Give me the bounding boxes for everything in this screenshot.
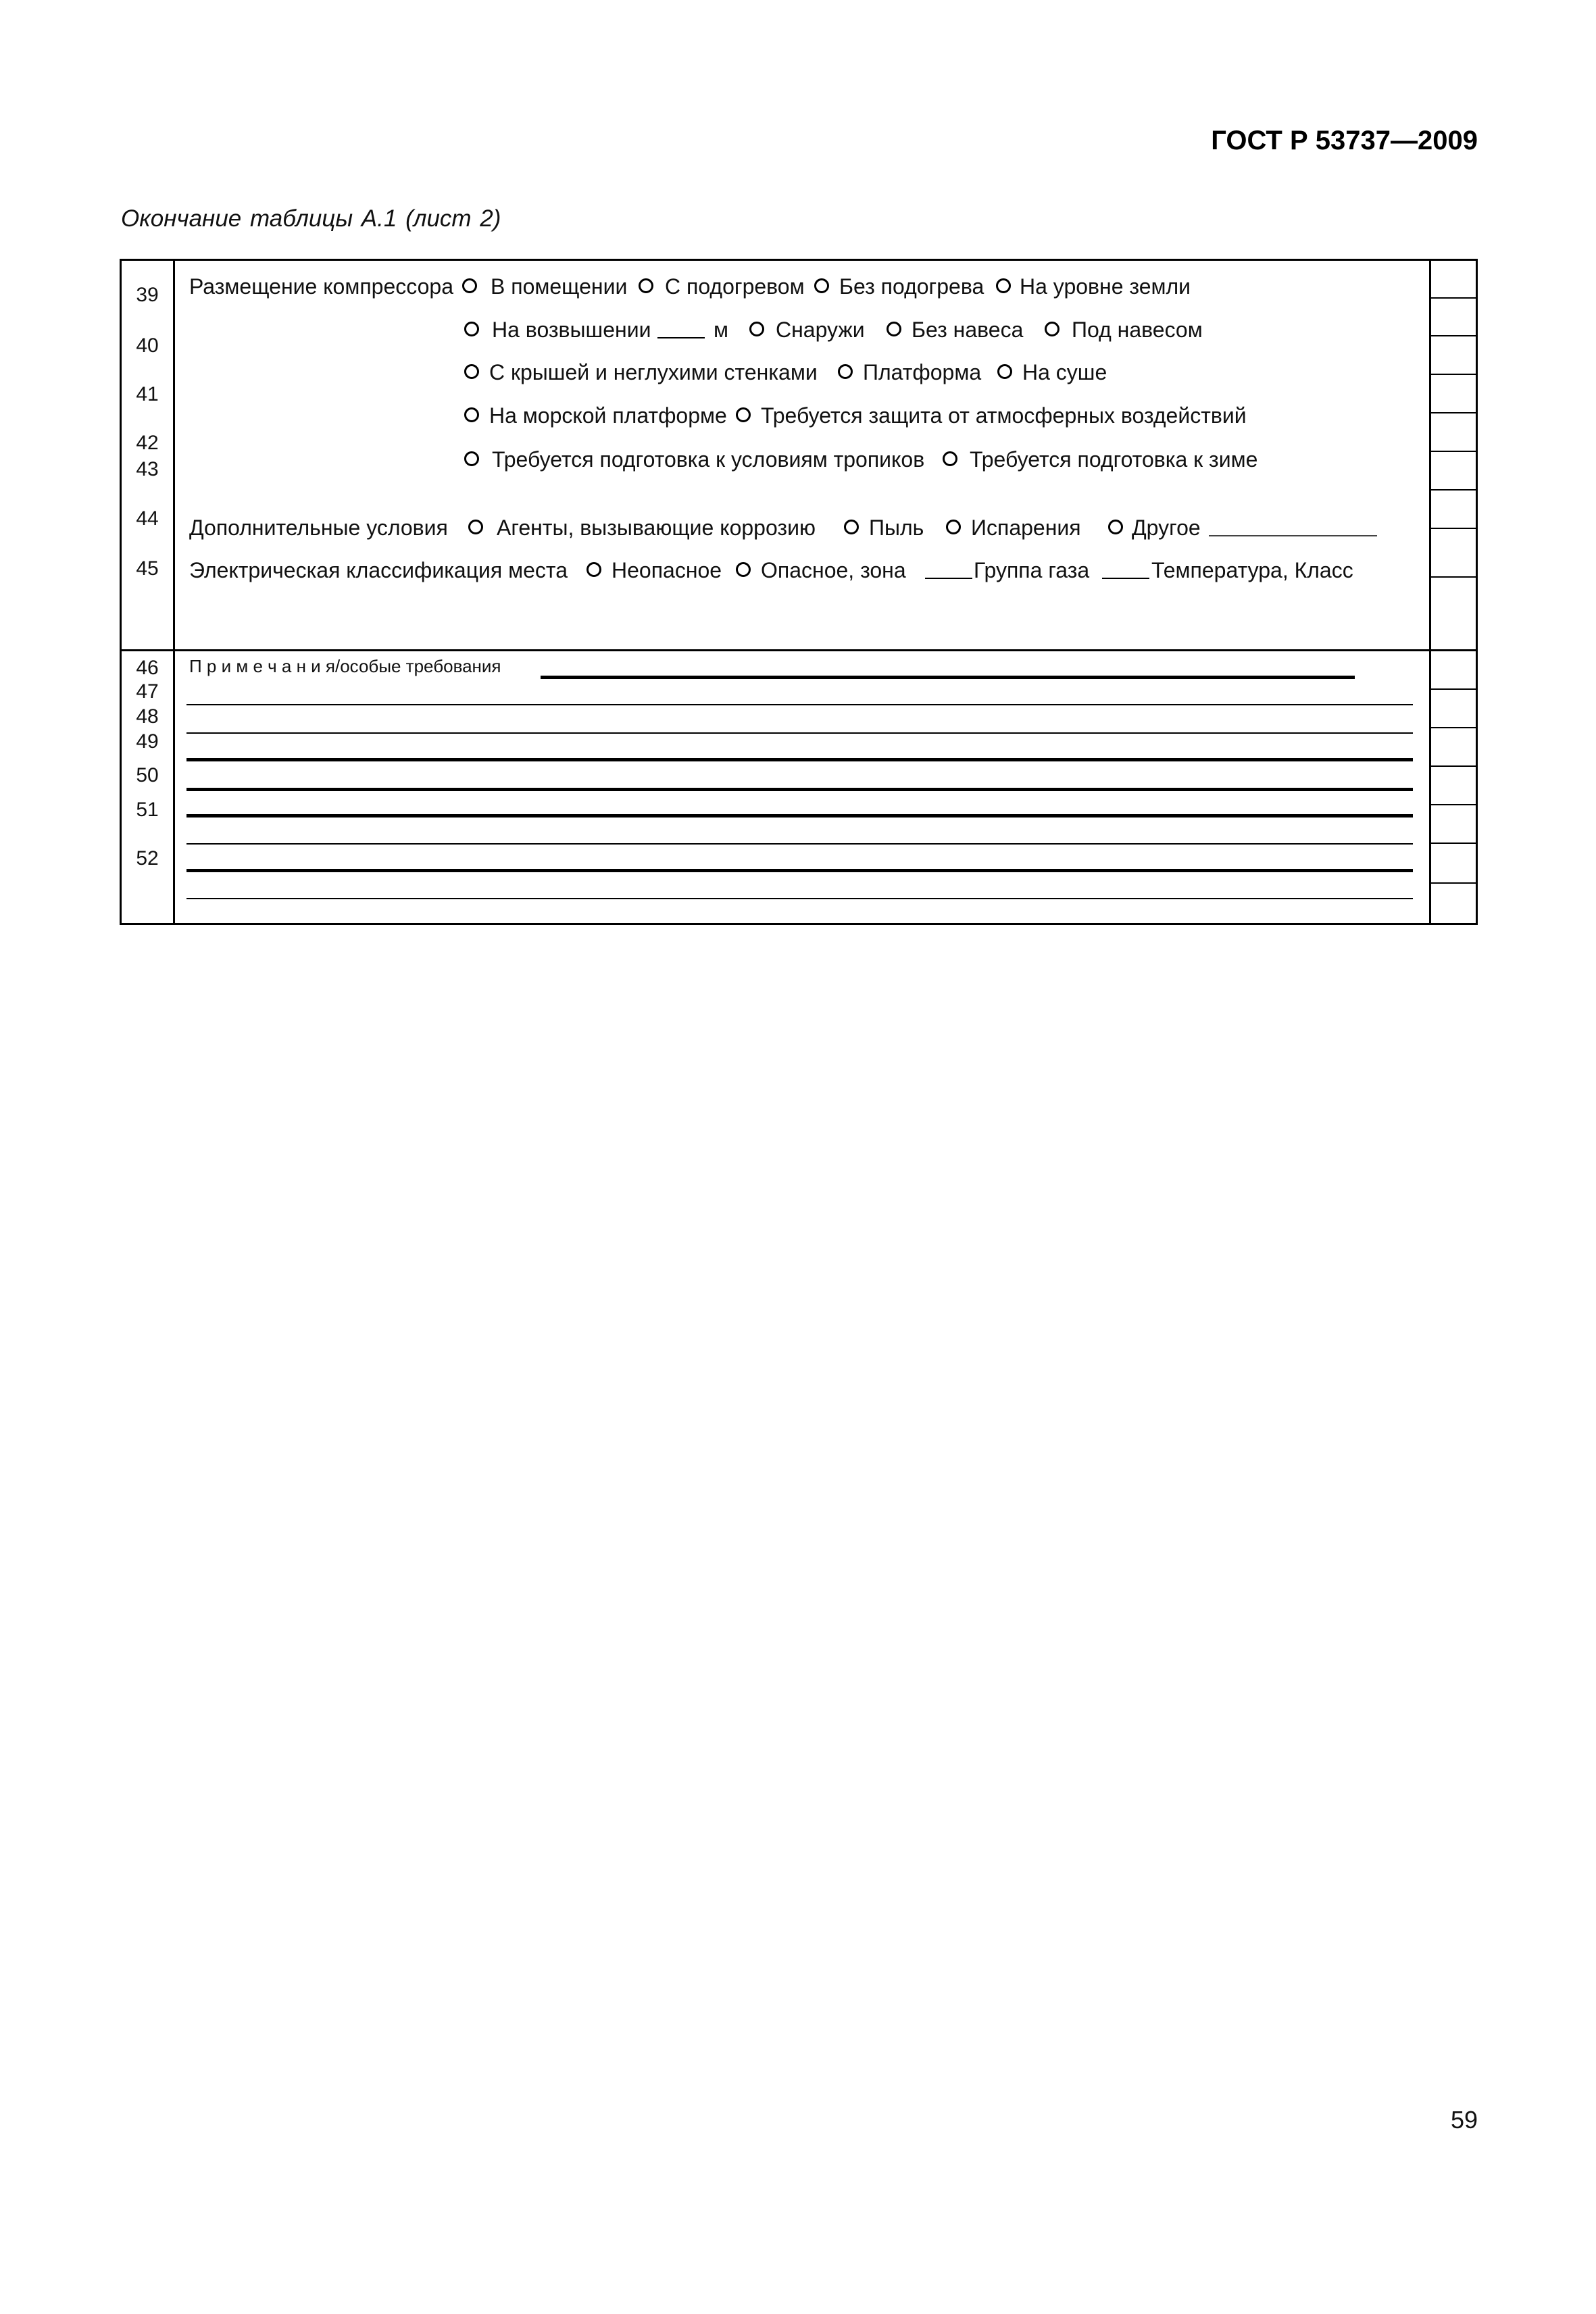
option-label: На уровне земли bbox=[1020, 274, 1191, 299]
option-label: Требуется подготовка к условиям тропиков bbox=[492, 447, 925, 472]
compressor-location-line-4 bbox=[0, 402, 1596, 429]
row-number: 45 bbox=[136, 557, 159, 580]
blank-field bbox=[657, 337, 705, 338]
notes-write-line bbox=[186, 869, 1413, 872]
option-label: На морской платформе bbox=[489, 403, 727, 428]
radio-circle-icon bbox=[1108, 520, 1123, 534]
compressor-location-line-5 bbox=[0, 446, 1596, 473]
unit-label: м bbox=[714, 318, 728, 342]
radio-circle-icon bbox=[996, 278, 1011, 293]
radio-circle-icon bbox=[462, 278, 477, 293]
option-label: Требуется защита от атмосферных воздействий bbox=[761, 403, 1247, 428]
option-label: Опасное, зона bbox=[761, 558, 906, 582]
compressor-location-line-1 bbox=[0, 273, 1596, 300]
radio-circle-icon bbox=[814, 278, 829, 293]
radio-circle-icon bbox=[736, 407, 751, 422]
option-label: Под навесом bbox=[1072, 318, 1203, 342]
row-number: 39 bbox=[136, 284, 159, 306]
marker-cell bbox=[1431, 844, 1476, 884]
option-label: Другое bbox=[1132, 515, 1201, 540]
option-label: На суше bbox=[1022, 360, 1107, 384]
notes-write-line bbox=[186, 788, 1413, 791]
radio-circle-icon bbox=[887, 322, 901, 336]
compressor-location-label: Размещение компрессора bbox=[189, 274, 454, 299]
table-caption: Окончание таблицы А.1 (лист 2) bbox=[121, 205, 501, 232]
option-label: Агенты, вызывающие коррозию bbox=[497, 515, 816, 540]
marker-cell bbox=[1431, 805, 1476, 844]
option-label: Требуется подготовка к зиме bbox=[970, 447, 1258, 472]
radio-circle-icon bbox=[464, 451, 479, 466]
row-number: 47 bbox=[136, 680, 159, 703]
blank-field bbox=[1102, 578, 1149, 579]
row-number: 51 bbox=[136, 799, 159, 821]
radio-circle-icon bbox=[464, 322, 479, 336]
option-label: Без подогрева bbox=[839, 274, 984, 299]
option-label: С крышей и неглухими стенками bbox=[489, 360, 818, 384]
option-label: Платформа bbox=[863, 360, 982, 384]
notes-write-line bbox=[186, 704, 1413, 705]
marker-cell bbox=[1431, 578, 1476, 649]
notes-write-line bbox=[186, 814, 1413, 818]
marker-cell bbox=[1431, 884, 1476, 923]
additional-conditions-label: Дополнительные условия bbox=[189, 515, 448, 540]
radio-circle-icon bbox=[639, 278, 653, 293]
notes-label: П р и м е ч а н и я/особые требования bbox=[189, 656, 501, 676]
section-divider bbox=[120, 649, 1478, 651]
standard-code: ГОСТ Р 53737—2009 bbox=[1211, 126, 1478, 155]
option-label: Снаружи bbox=[776, 318, 865, 342]
row-number: 44 bbox=[136, 507, 159, 530]
compressor-location-line-2 bbox=[0, 316, 1596, 343]
radio-circle-icon bbox=[587, 562, 601, 577]
notes-write-line bbox=[186, 843, 1413, 845]
option-label: Пыль bbox=[869, 515, 924, 540]
option-label: Неопасное bbox=[612, 558, 722, 582]
temperature-class-label: Температура, Класс bbox=[1151, 558, 1353, 582]
marker-cell bbox=[1431, 690, 1476, 728]
marker-cell bbox=[1431, 767, 1476, 805]
radio-circle-icon bbox=[844, 520, 859, 534]
notes-write-line bbox=[186, 732, 1413, 734]
radio-circle-icon bbox=[464, 407, 479, 422]
row-number: 50 bbox=[136, 764, 159, 786]
option-label: Без навеса bbox=[912, 318, 1024, 342]
row-number: 43 bbox=[136, 458, 159, 480]
area-classification-label: Электрическая классификация места bbox=[189, 558, 568, 582]
notes-write-line bbox=[541, 676, 1355, 679]
compressor-location-line-3 bbox=[0, 359, 1596, 386]
option-label: На возвышении bbox=[492, 318, 651, 342]
row-number: 46 bbox=[136, 657, 159, 679]
notes-write-line bbox=[186, 758, 1413, 761]
radio-circle-icon bbox=[1045, 322, 1059, 336]
row-number: 49 bbox=[136, 730, 159, 753]
row-number: 40 bbox=[136, 334, 159, 357]
blank-field bbox=[925, 578, 972, 579]
additional-conditions-line bbox=[0, 514, 1596, 541]
marker-cell bbox=[1431, 651, 1476, 690]
radio-circle-icon bbox=[736, 562, 751, 577]
radio-circle-icon bbox=[464, 364, 479, 379]
radio-circle-icon bbox=[943, 451, 957, 466]
radio-circle-icon bbox=[946, 520, 961, 534]
row-number: 42 bbox=[136, 432, 159, 454]
gas-group-label: Группа газа bbox=[974, 558, 1090, 582]
option-label: С подогревом bbox=[665, 274, 805, 299]
area-classification-line bbox=[0, 557, 1596, 584]
blank-field bbox=[1209, 535, 1377, 536]
option-label: В помещении bbox=[491, 274, 628, 299]
page-number: 59 bbox=[1450, 2106, 1478, 2134]
notes-write-line bbox=[186, 898, 1413, 899]
radio-circle-icon bbox=[749, 322, 764, 336]
row-number: 48 bbox=[136, 705, 159, 728]
radio-circle-icon bbox=[468, 520, 483, 534]
marker-cell bbox=[1431, 728, 1476, 767]
option-label: Испарения bbox=[971, 515, 1081, 540]
row-number: 52 bbox=[136, 847, 159, 870]
radio-circle-icon bbox=[997, 364, 1012, 379]
row-number: 41 bbox=[136, 383, 159, 405]
radio-circle-icon bbox=[838, 364, 853, 379]
